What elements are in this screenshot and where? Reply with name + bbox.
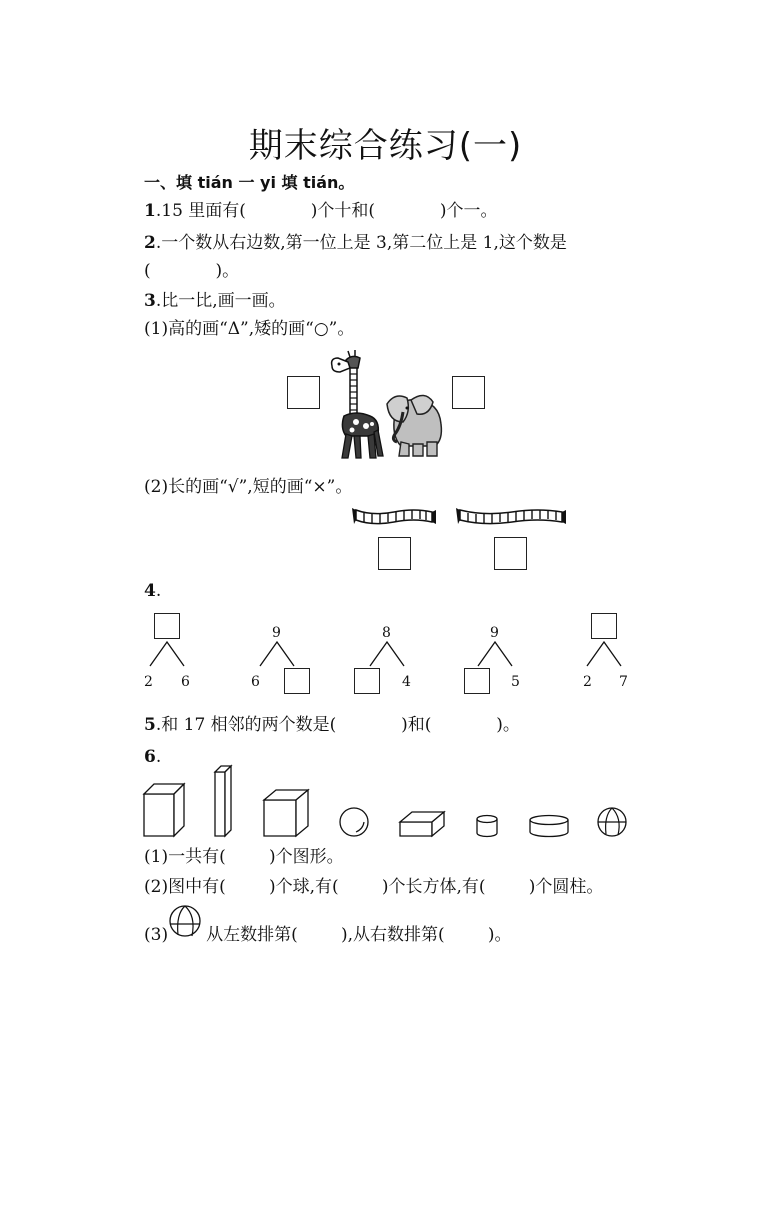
- question-3: [144, 290, 286, 312]
- question-6-part-3-text: 从左数排第( ),从右数排第( )。: [206, 925, 512, 945]
- long-scarf-icon: [456, 506, 566, 526]
- question-3-text: .比一比,画一画。: [155, 291, 286, 311]
- question-2-text: .一个数从右边数,第一位上是 3,第二位上是 1,这个数是: [155, 233, 567, 253]
- ball-icon-inline: [167, 904, 203, 938]
- giraffe-icon: [326, 354, 386, 462]
- answer-box-elephant[interactable]: [452, 376, 485, 409]
- tree-3-branches: [368, 641, 408, 667]
- tree-5-right-number: 7: [619, 674, 628, 690]
- question-2: [144, 232, 567, 254]
- answer-box-giraffe[interactable]: [287, 376, 320, 409]
- tree-4-top-number: 9: [490, 625, 499, 641]
- short-scarf-icon: [352, 506, 436, 526]
- question-6-part-3-prefix: (3): [144, 925, 169, 945]
- question-3-part-1: (1)高的画“Δ”,矮的画“○”。: [144, 319, 355, 339]
- tree-2-left-number: 6: [251, 674, 260, 690]
- question-2-answer-blank: ( )。: [144, 261, 240, 281]
- cuboid-icon: [142, 782, 186, 838]
- answer-box-long-scarf[interactable]: [494, 537, 527, 570]
- tree-4-branches: [476, 641, 516, 667]
- wide-cylinder-icon: [528, 814, 570, 838]
- question-5-text: .和 17 相邻的两个数是( )和( )。: [155, 715, 520, 735]
- cube-icon: [262, 788, 310, 838]
- question-4-number: 4: [144, 581, 156, 601]
- tree-5-left-number: 2: [583, 674, 592, 690]
- question-3-part-2: (2)长的画“√”,短的画“×”。: [144, 477, 353, 497]
- question-1-text: .15 里面有( )个十和( )个一。: [155, 201, 498, 221]
- question-3-number: 3: [144, 291, 156, 311]
- question-6-number: 6: [144, 747, 156, 767]
- question-5: [144, 714, 520, 736]
- question-5-number: 5: [144, 715, 156, 735]
- ball-icon: [596, 806, 628, 838]
- tree-1-right-number: 6: [181, 674, 190, 690]
- question-2-number: 2: [144, 233, 156, 253]
- tree-5-branches: [585, 641, 625, 667]
- tree-1-branches: [148, 641, 188, 667]
- question-6-part-1: (1)一共有( )个图形。: [144, 847, 344, 867]
- tree-2-top-number: 9: [272, 625, 281, 641]
- small-cylinder-icon: [475, 814, 499, 838]
- tree-3-left-box[interactable]: [354, 668, 380, 694]
- tree-4-left-box[interactable]: [464, 668, 490, 694]
- question-4: 4.: [144, 581, 162, 601]
- section-heading-fill: 一、填 tián 一 yi 填 tián。: [144, 173, 355, 192]
- tree-3-right-number: 4: [402, 674, 411, 690]
- tree-4-right-number: 5: [511, 674, 520, 690]
- question-1-number: 1: [144, 201, 156, 221]
- tree-1-left-number: 2: [144, 674, 153, 690]
- page-title: 期末综合练习(一): [248, 126, 523, 166]
- answer-box-short-scarf[interactable]: [378, 537, 411, 570]
- tree-2-right-box[interactable]: [284, 668, 310, 694]
- elephant-icon: [381, 390, 447, 458]
- question-6-part-2: (2)图中有( )个球,有( )个长方体,有( )个圆柱。: [144, 877, 604, 897]
- tree-5-top-box[interactable]: [591, 613, 617, 639]
- tree-2-branches: [258, 641, 298, 667]
- tree-1-top-box[interactable]: [154, 613, 180, 639]
- sphere-icon: [338, 806, 370, 838]
- flat-cuboid-icon: [398, 810, 446, 838]
- question-1: [144, 200, 498, 222]
- question-6: 6.: [144, 747, 162, 767]
- tall-cuboid-icon: [213, 764, 233, 838]
- tree-3-top-number: 8: [382, 625, 391, 641]
